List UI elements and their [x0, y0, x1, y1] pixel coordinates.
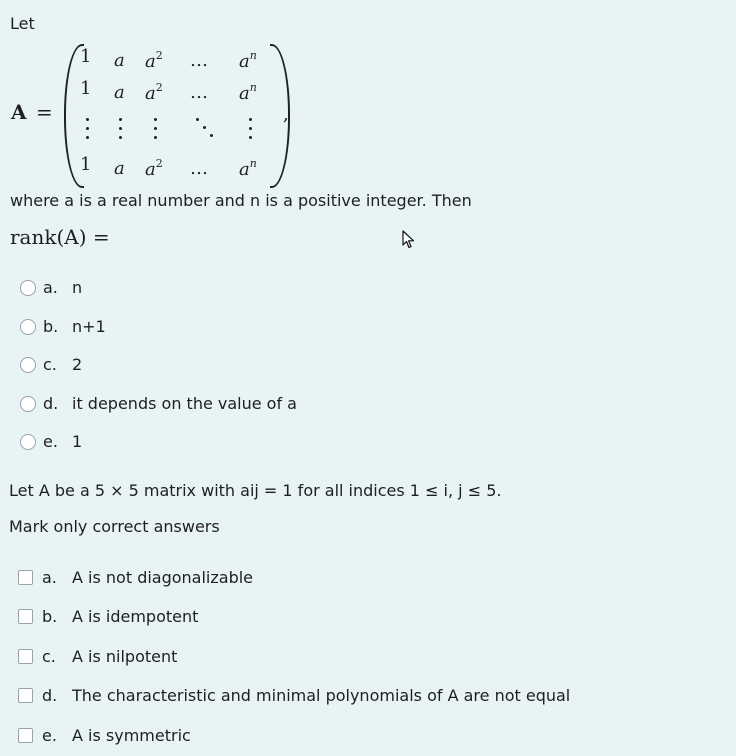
option-text: it depends on the value of a [72, 394, 297, 413]
trailing-comma: , [283, 104, 289, 125]
cell-a-squared: $a^2$ [145, 81, 163, 104]
let-label: Let [10, 14, 35, 33]
option-letter: e. [43, 432, 58, 451]
checkbox[interactable] [18, 609, 33, 624]
option-letter: c. [43, 355, 57, 374]
q2-instruction: Mark only correct answers [9, 517, 220, 536]
cell-a-squared: $a^2$ [145, 157, 163, 180]
cell-one: 1 [80, 78, 92, 99]
cell-one: 1 [80, 46, 92, 67]
cell-ellipsis: … [190, 82, 208, 103]
q2-statement: Let A be a 5 × 5 matrix with aij = 1 for all indices 1 ≤ i, j ≤ 5. [9, 481, 502, 500]
radio-button[interactable] [20, 280, 36, 296]
checkbox[interactable] [18, 688, 33, 703]
cell-one: 1 [80, 154, 92, 175]
option-letter: d. [43, 394, 59, 413]
cell-a-n: $a^n$ [239, 49, 257, 72]
checkbox[interactable] [18, 570, 33, 585]
mouse-pointer-icon [402, 230, 416, 250]
cell-a: a [114, 50, 125, 71]
cell-a-n: $a^n$ [239, 157, 257, 180]
option-text: A is symmetric [72, 726, 191, 745]
option-letter: a. [43, 278, 58, 297]
option-text: The characteristic and minimal polynomials of A are not equal [72, 686, 571, 705]
option-text: 2 [72, 355, 83, 374]
radio-button[interactable] [20, 396, 36, 412]
cell-ellipsis: … [190, 158, 208, 179]
option-letter: d. [42, 686, 58, 705]
cell-a: a [114, 158, 125, 179]
vdots [86, 118, 89, 145]
checkbox[interactable] [18, 649, 33, 664]
cell-a-squared: $a^2$ [145, 49, 163, 72]
option-letter: c. [42, 647, 56, 666]
option-text: A is idempotent [72, 607, 199, 626]
radio-button[interactable] [20, 357, 36, 373]
option-letter: b. [43, 317, 59, 336]
vdots [154, 118, 157, 145]
checkbox[interactable] [18, 728, 33, 743]
cell-a: a [114, 82, 125, 103]
radio-button[interactable] [20, 434, 36, 450]
option-text: 1 [72, 432, 83, 451]
matrix-name: A [11, 100, 27, 124]
vdots [249, 118, 252, 145]
rank-prompt: rank(A) = [10, 225, 110, 249]
ddots [196, 118, 216, 142]
option-letter: b. [42, 607, 58, 626]
option-text: n [72, 278, 83, 297]
equals-sign: = [36, 100, 53, 124]
cell-a-n: $a^n$ [239, 81, 257, 104]
vdots [119, 118, 122, 145]
radio-button[interactable] [20, 319, 36, 335]
option-letter: a. [42, 568, 57, 587]
option-text: n+1 [72, 317, 106, 336]
cell-ellipsis: … [190, 50, 208, 71]
option-letter: e. [42, 726, 57, 745]
option-text: A is nilpotent [72, 647, 178, 666]
option-text: A is not diagonalizable [72, 568, 254, 587]
condition-text: where a is a real number and n is a positive integer. Then [10, 191, 472, 210]
